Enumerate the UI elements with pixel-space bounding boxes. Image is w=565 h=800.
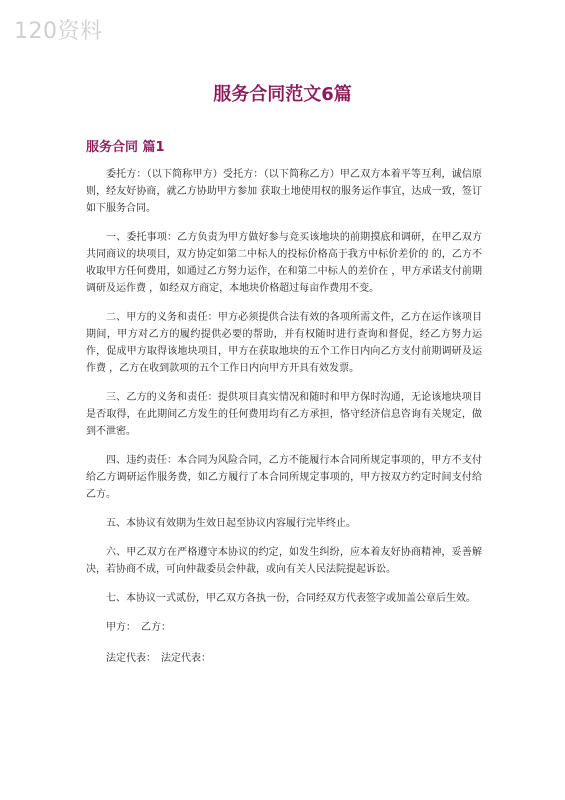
signature-representatives: 法定代表： 法定代表： [106, 653, 211, 664]
signature-parties: 甲方： 乙方： [106, 622, 171, 633]
paragraph-clause-7: 七、本协议一式贰份，甲乙双方各执一份，合同经双方代表签字或加盖公章后生效。 [106, 593, 476, 604]
paragraph-clause-2: 二、甲方的义务和责任：甲方必须提供合法有效的各项所需文件，乙方在运作该项目期间，甲方对乙方的履约提供必要的帮助，并有权随时进行查询和督促，经乙方努力运作，促成甲方取得该地块项目，甲方在获取地块的五个工作日内向乙方支付前期调研及运作费 ，乙方在收到款项的五个工作日内向甲方开具有效发票。 [86, 312, 482, 374]
paragraph-clause-5: 五、本协议有效期为生效日起至协议内容履行完毕终止。 [106, 518, 356, 529]
paragraph-preamble: 委托方：（以下简称甲方）受托方：（以下简称乙方）甲乙双方本着平等互利，诚信原则，经友好协商，就乙方协助甲方参加 获取土地使用权的服务运作事宜，达成一致，签订如下服务合同。 [86, 169, 482, 214]
paragraph-clause-3: 三、乙方的义务和责任：提供项目真实情况和随时和甲方保时沟通，无论该地块项目是否取得，在此期间乙方发生的任何费用均有乙方承担，恪守经济信息咨询有关规定，做到不泄密。 [86, 392, 482, 437]
contract-body [86, 166, 482, 681]
document-title: 服务合同范文6篇 [213, 84, 352, 105]
paragraph-clause-6: 六、甲乙双方在严格遵守本协议的约定，如发生纠纷，应本着友好协商精神，妥善解决，若协商不成，可向仲裁委员会仲裁，或向有关人民法院提起诉讼。 [86, 547, 482, 575]
paragraph-clause-4: 四、违约责任：本合同为风险合同，乙方不能履行本合同所规定事项的，甲方不支付给乙方调研运作服务费，如乙方履行了本合同所规定事项的，甲方按双方约定时间支付给乙方。 [86, 455, 482, 500]
section-title: 服务合同 篇1 [86, 140, 165, 155]
watermark: 120资料 [14, 19, 103, 44]
paragraph-clause-1: 一、委托事项：乙方负责为甲方做好参与竞买该地块的前期摸底和调研，在甲乙双方共同商议的块项目，双方协定如第二中标人的投标价格高于我方中标价差价的 的，乙方不收取甲方任何费用，如通过乙方努力运作，在和第二中标人的差价在 ，甲方承诺支付前期调研及运作费 ，如经双方商定，本地块价格超过每亩作费用不变。 [86, 232, 482, 294]
